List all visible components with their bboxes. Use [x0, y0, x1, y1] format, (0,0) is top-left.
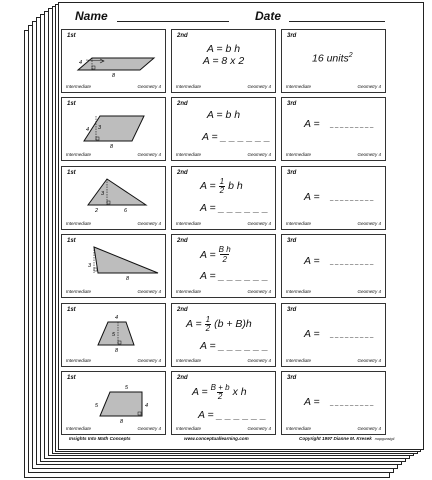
card-grid	[61, 29, 421, 435]
subject-label: Geometry 4	[247, 289, 271, 295]
level-label: Intermediate	[66, 357, 92, 363]
fraction-numerator: B + b	[210, 382, 230, 392]
card-2nd[interactable]	[171, 97, 276, 161]
fraction	[219, 178, 225, 195]
formula-line: A = b h	[206, 109, 241, 122]
height-label: 5	[112, 331, 116, 338]
level-label: Intermediate	[286, 84, 312, 89]
level-label: Intermediate	[66, 425, 92, 431]
level-label: Intermediate	[286, 289, 312, 295]
formula-line	[200, 245, 234, 264]
answer-label: A =	[304, 118, 320, 131]
formula-line	[186, 316, 252, 333]
worksheet-footer	[59, 436, 423, 446]
segment-label: 2	[95, 207, 99, 214]
bottom-base-label: 8	[120, 418, 124, 425]
card-tag: 2nd	[177, 169, 188, 176]
fraction	[205, 316, 211, 333]
level-label: Intermediate	[286, 357, 312, 363]
top-base-label: 5	[125, 384, 129, 391]
answer-label: A =	[304, 255, 320, 268]
card-1st[interactable]	[61, 234, 166, 298]
formula-lead: A =	[200, 180, 216, 193]
card-tag: 2nd	[177, 101, 188, 108]
worksheet-header	[59, 3, 423, 29]
subject-label: Geometry 4	[137, 84, 161, 89]
card-tag: 1st	[67, 33, 76, 39]
answer-blank[interactable]: A = _ _ _ _ _ _	[202, 131, 271, 144]
level-label: Intermediate	[66, 289, 92, 295]
subject-label: Geometry 4	[357, 220, 381, 226]
formula-lead: A =	[186, 318, 202, 331]
subject-label: Geometry 4	[247, 152, 271, 158]
card-1st[interactable]	[61, 97, 166, 161]
card-2nd[interactable]	[171, 29, 276, 93]
level-label: Intermediate	[286, 220, 312, 226]
level-label: Intermediate	[286, 152, 312, 158]
fraction	[219, 245, 231, 264]
subject-label: Geometry 4	[137, 220, 161, 226]
formula-line: A = 8 x 2	[202, 55, 245, 67]
card-tag: 3rd	[287, 169, 297, 176]
subject-label: Geometry 4	[247, 357, 271, 363]
level-label: Intermediate	[176, 84, 202, 89]
base-label: 8	[112, 73, 116, 79]
subject-label: Geometry 4	[137, 357, 161, 363]
answer-label: A =	[304, 327, 320, 340]
card-3rd[interactable]	[281, 303, 386, 367]
fraction-denominator: 2	[205, 323, 211, 333]
formula-tail: x h	[232, 386, 247, 399]
card-2nd[interactable]	[171, 371, 276, 435]
level-label: Intermediate	[286, 425, 312, 431]
side-label: 4	[86, 127, 90, 134]
card-tag: 2nd	[177, 374, 188, 381]
card-2nd[interactable]	[171, 303, 276, 367]
footer-series: Insights Into Math Concepts	[69, 436, 131, 441]
formula-lead: A =	[192, 386, 208, 399]
card-tag: 2nd	[177, 238, 188, 245]
worksheet-page	[58, 2, 424, 450]
level-label: Intermediate	[176, 152, 202, 158]
card-tag: 3rd	[287, 306, 297, 313]
card-2nd[interactable]	[171, 234, 276, 298]
level-label: Intermediate	[176, 289, 202, 295]
name-label: Name	[75, 9, 108, 23]
name-field-line[interactable]	[117, 21, 229, 22]
answer-exponent: 2	[348, 52, 353, 59]
copyright-text: Copyright 1997 Dianne M. Kresek	[299, 436, 372, 441]
card-tag: 1st	[67, 169, 76, 176]
subject-label: Geometry 4	[357, 357, 381, 363]
height-label: 3	[101, 190, 105, 197]
fraction-numerator: 1	[219, 176, 225, 186]
fraction-denominator: 2	[222, 255, 227, 265]
card-3rd[interactable]	[281, 234, 386, 298]
formula-line	[192, 384, 247, 401]
card-tag: 2nd	[177, 306, 188, 313]
side-label: 4	[79, 60, 83, 66]
date-label: Date	[255, 9, 282, 23]
level-label: Intermediate	[66, 220, 92, 226]
card-1st[interactable]	[61, 29, 166, 93]
answer-blank[interactable]: _ _ _ _ _ _ _ _ _	[330, 122, 374, 129]
formula-lead: A =	[200, 248, 216, 261]
level-label: Intermediate	[176, 357, 202, 363]
card-tag: 3rd	[287, 374, 297, 381]
formula-tail: b h	[228, 180, 243, 193]
fraction-numerator: B h	[218, 245, 231, 255]
level-label: Intermediate	[176, 220, 202, 226]
footer-copyright	[299, 436, 395, 441]
answer-value: 16 units	[312, 52, 349, 65]
segment-label: 6	[124, 207, 128, 214]
card-2nd[interactable]	[171, 166, 276, 230]
card-tag: 1st	[67, 238, 76, 245]
card-3rd[interactable]	[281, 166, 386, 230]
answer-blank[interactable]: A = _ _ _ _ _ _	[200, 339, 269, 352]
answer-label: A =	[304, 395, 320, 408]
answer-text	[312, 52, 353, 65]
fraction-denominator: 2	[219, 185, 225, 195]
height-label: 4	[145, 402, 149, 409]
bottom-base-label: 8	[115, 347, 119, 354]
card-3rd[interactable]	[281, 29, 386, 93]
fraction-numerator: 1	[205, 314, 211, 324]
level-label: Intermediate	[66, 152, 92, 158]
card-3rd[interactable]	[281, 97, 386, 161]
answer-blank[interactable]: _ _ _ _ _ _ _ _ _	[330, 194, 374, 201]
level-label: Intermediate	[176, 425, 202, 431]
formula-line: A = b h	[206, 43, 241, 55]
formula-tail: (b + B)h	[214, 318, 252, 331]
card-tag: 3rd	[287, 101, 297, 108]
card-1st[interactable]	[61, 303, 166, 367]
subject-label: Geometry 4	[137, 289, 161, 295]
answer-blank[interactable]: _ _ _ _ _ _ _ _ _	[330, 331, 374, 338]
level-label: Intermediate	[66, 84, 92, 89]
subject-label: Geometry 4	[357, 152, 381, 158]
formula-line	[200, 178, 243, 195]
fraction	[211, 384, 230, 401]
subject-label: Geometry 4	[247, 425, 271, 431]
card-tag: 1st	[67, 374, 76, 381]
card-tag: 2nd	[177, 33, 188, 39]
height-label: 3	[88, 263, 92, 270]
card-tag: 1st	[67, 306, 76, 313]
card-3rd[interactable]	[281, 371, 386, 435]
card-tag: 1st	[67, 101, 76, 108]
subject-label: Geometry 4	[247, 84, 271, 89]
answer-blank[interactable]: A = _ _ _ _ _ _	[200, 201, 269, 214]
fraction-denominator: 2	[217, 391, 223, 401]
date-field-line[interactable]	[289, 21, 385, 22]
footer-website: www.conceptuallearning.com	[184, 436, 249, 441]
subject-label: Geometry 4	[137, 152, 161, 158]
card-1st[interactable]	[61, 166, 166, 230]
card-1st[interactable]	[61, 371, 166, 435]
subject-label: Geometry 4	[247, 220, 271, 226]
card-tag: 3rd	[287, 33, 297, 39]
side-label: 5	[95, 402, 99, 409]
base-label: 8	[126, 276, 130, 283]
height-label: 3	[98, 125, 102, 132]
subject-label: Geometry 4	[357, 289, 381, 295]
answer-blank[interactable]: _ _ _ _ _ _ _ _ _	[330, 399, 374, 406]
answer-blank[interactable]: _ _ _ _ _ _ _ _ _	[330, 259, 374, 266]
subject-label: Geometry 4	[357, 425, 381, 431]
footer-code: mapgunstg4	[374, 437, 395, 441]
answer-blank[interactable]: A = _ _ _ _ _ _	[198, 408, 267, 421]
top-base-label: 4	[115, 314, 119, 321]
answer-label: A =	[304, 190, 320, 203]
subject-label: Geometry 4	[357, 84, 381, 89]
card-tag: 3rd	[287, 238, 297, 245]
subject-label: Geometry 4	[137, 425, 161, 431]
answer-blank[interactable]: A = _ _ _ _ _ _	[200, 270, 269, 283]
base-label: 8	[110, 144, 114, 151]
